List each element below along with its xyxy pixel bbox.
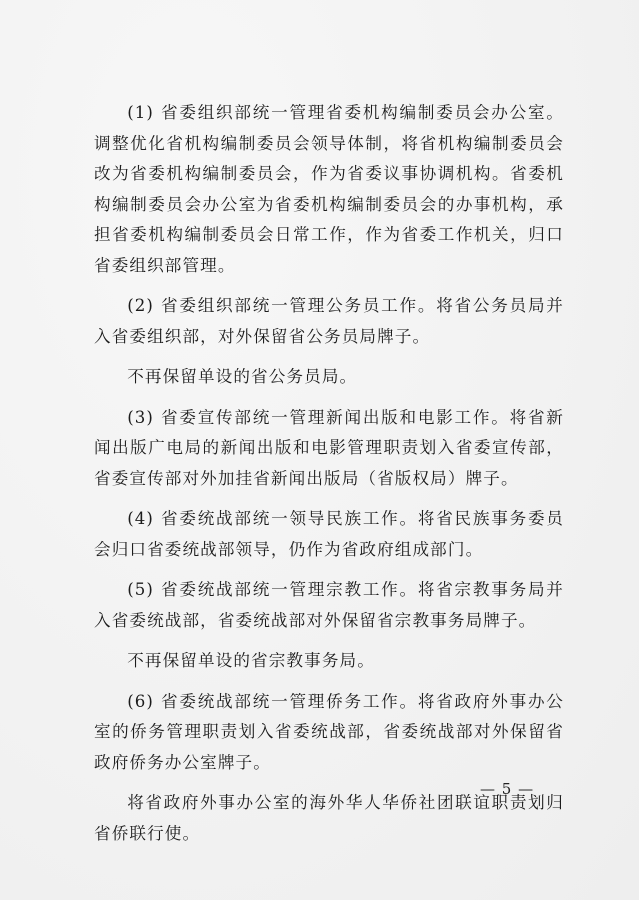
paragraph-6: (5) 省委统战部统一管理宗教工作。将省宗教事务局并入省委统战部，省委统战部对外保留省宗教事务局牌子。 <box>94 580 564 630</box>
paragraph-3: 不再保留单设的省公务员局。 <box>127 367 358 386</box>
paragraph-5: (4) 省委统战部统一领导民族工作。将省民族事务委员会归口省委统战部领导，仍作为省政府组成部门。 <box>94 509 564 559</box>
paragraph-9: 将省政府外事办公室的海外华人华侨社团联谊职责划归省侨联行使。 <box>94 793 564 843</box>
page-number: — 5 — <box>480 780 535 798</box>
paragraph-1: (1) 省委组织部统一管理省委机构编制委员会办公室。调整优化省机构编制委员会领导体制，将省机构编制委员会改为省委机构编制委员会，作为省委议事协调机构。省委机构编制委员会办公室为省委机构编制委员会的办事机构，承担省委机构编制委员会日常工作，作为省委工作机关，归口省委组织部管理。 <box>94 103 564 275</box>
paragraph-8: (6) 省委统战部统一管理侨务工作。将省政府外事办公室的侨务管理职责划入省委统战部，省委统战部对外保留省政府侨务办公室牌子。 <box>94 691 564 772</box>
paragraph-2: (2) 省委组织部统一管理公务员工作。将省公务员局并入省委组织部，对外保留省公务员局牌子。 <box>94 296 564 346</box>
document-body <box>94 98 564 859</box>
paragraph-7: 不再保留单设的省宗教事务局。 <box>127 651 375 670</box>
paragraph-4: (3) 省委宣传部统一管理新闻出版和电影工作。将省新闻出版广电局的新闻出版和电影管理职责划入省委宣传部，省委宣传部对外加挂省新闻出版局（省版权局）牌子。 <box>94 407 564 488</box>
